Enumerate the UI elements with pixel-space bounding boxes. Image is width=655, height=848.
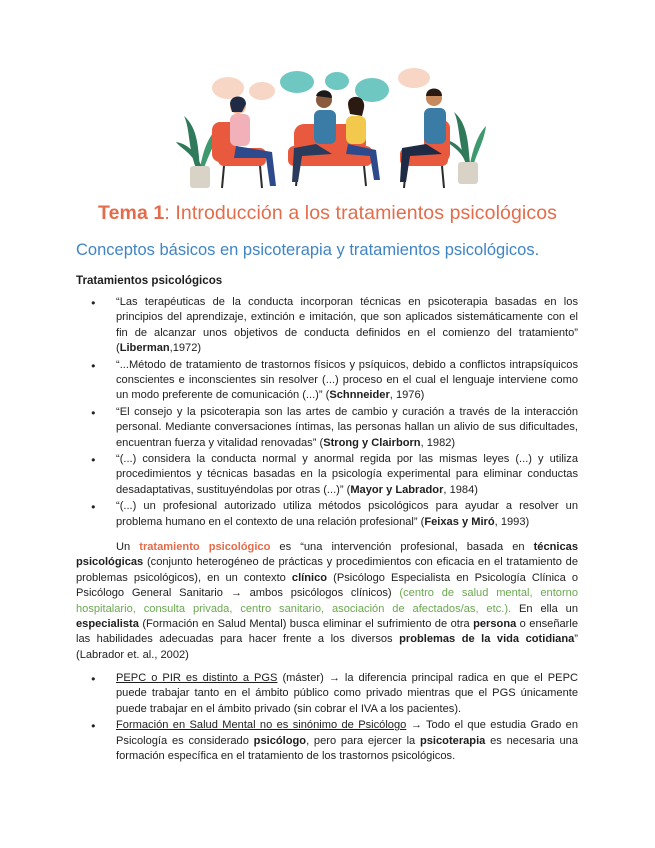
list-item: ● “(...) considera la conducta normal y anormal regida por las mismas leyes (...) y utiliza procedimientos y técnicas basadas en la psicología experimental para eliminar conductas desadaptativas, sustituyéndolas por otras (...)” (Mayor y Labrador, 1984) [76, 452, 578, 498]
list-item: ● “El consejo y la psicoterapia son las artes de cambio y curación a través de la interacción personal. Mediante conversaciones íntimas, las personas hallan un alivio de sus dificultades, encuentran fuerza y vitalidad renovadas” (Strong y Clairborn, 1982) [76, 405, 578, 451]
list-item: ● “Las terapéuticas de la conducta incorporan técnicas en psicoterapia basadas en los principios del aprendizaje, extinción e imitación, que son aplicados sistemáticamente con el fin de alcanzar unos objetivos de conducta definidos en el comienzo del tratamiento” (Liberman,1972) [76, 295, 578, 357]
quotes-list [76, 295, 578, 531]
speech-bubble [249, 82, 275, 100]
speech-bubble [212, 77, 244, 99]
list-item: ● Formación en Salud Mental no es sinónimo de Psicólogo → Todo el que estudia Grado en Psicología es considerado psicólogo, pero para ejercer la psicoterapia es necesaria una formación específica en el tratamiento de los trastornos psicológicos. [76, 718, 578, 764]
person-center-right [346, 97, 380, 180]
definition-paragraph: Un tratamiento psicológico es “una intervención profesional, basada en técnicas psicológicas (conjunto heterogéneo de prácticas y procedimientos con eficacia en el tratamiento de problemas psicológicos), en un contexto clínico (Psicólogo Especialista en Psicología Clínica o Psicólogo General Sanitario → ambos psicólogos clínicos) (centro de salud mental, entorno hospitalario, consulta privada, centro sanitario, asociación de afectados/as, etc.). En ella un especialista (Formación en Salud Mental) busca eliminar el sufrimiento de otra persona o enseñarle las habilidades adecuadas para hacer frente a los diversos problemas de la vida cotidiana” (Labrador et. al., 2002) [76, 541, 579, 661]
therapy-illustration [176, 68, 486, 196]
speech-bubble [325, 72, 349, 90]
list-item: ● “...Método de tratamiento de trastornos físicos y psíquicos, debido a conflictos intrapsíquicos conscientes e inconscientes sin resolver (...) proceso en el cual el lenguaje interviene como un modo preferente de comunicación (...)” (Schnneider, 1976) [76, 358, 578, 404]
page-title: Tema 1: Introducción a los tratamientos psicológicos [98, 202, 557, 224]
list-item: ● “(...) un profesional autorizado utiliza métodos psicológicos para ayudar a resolver un problema humano en el contexto de una relación profesional” (Feixas y Miró, 1993) [76, 499, 578, 530]
person-right [400, 89, 446, 183]
speech-bubble [280, 71, 314, 93]
list-item: ● PEPC o PIR es distinto a PGS (máster) → la diferencia principal radica en que el PEPC puede trabajar tanto en el ámbito público como privado mientras que el PGS únicamente puede trabajar en el ámbito privado (sin cobrar el IVA a los pacientes). [76, 671, 578, 717]
section-subtitle: Conceptos básicos en psicoterapia y tratamientos psicológicos. [76, 241, 540, 259]
section-heading: Tratamientos psicológicos [76, 274, 223, 287]
notes-list [76, 671, 578, 765]
speech-bubble [398, 68, 430, 88]
plant-right [446, 112, 486, 184]
person-left [230, 97, 276, 187]
